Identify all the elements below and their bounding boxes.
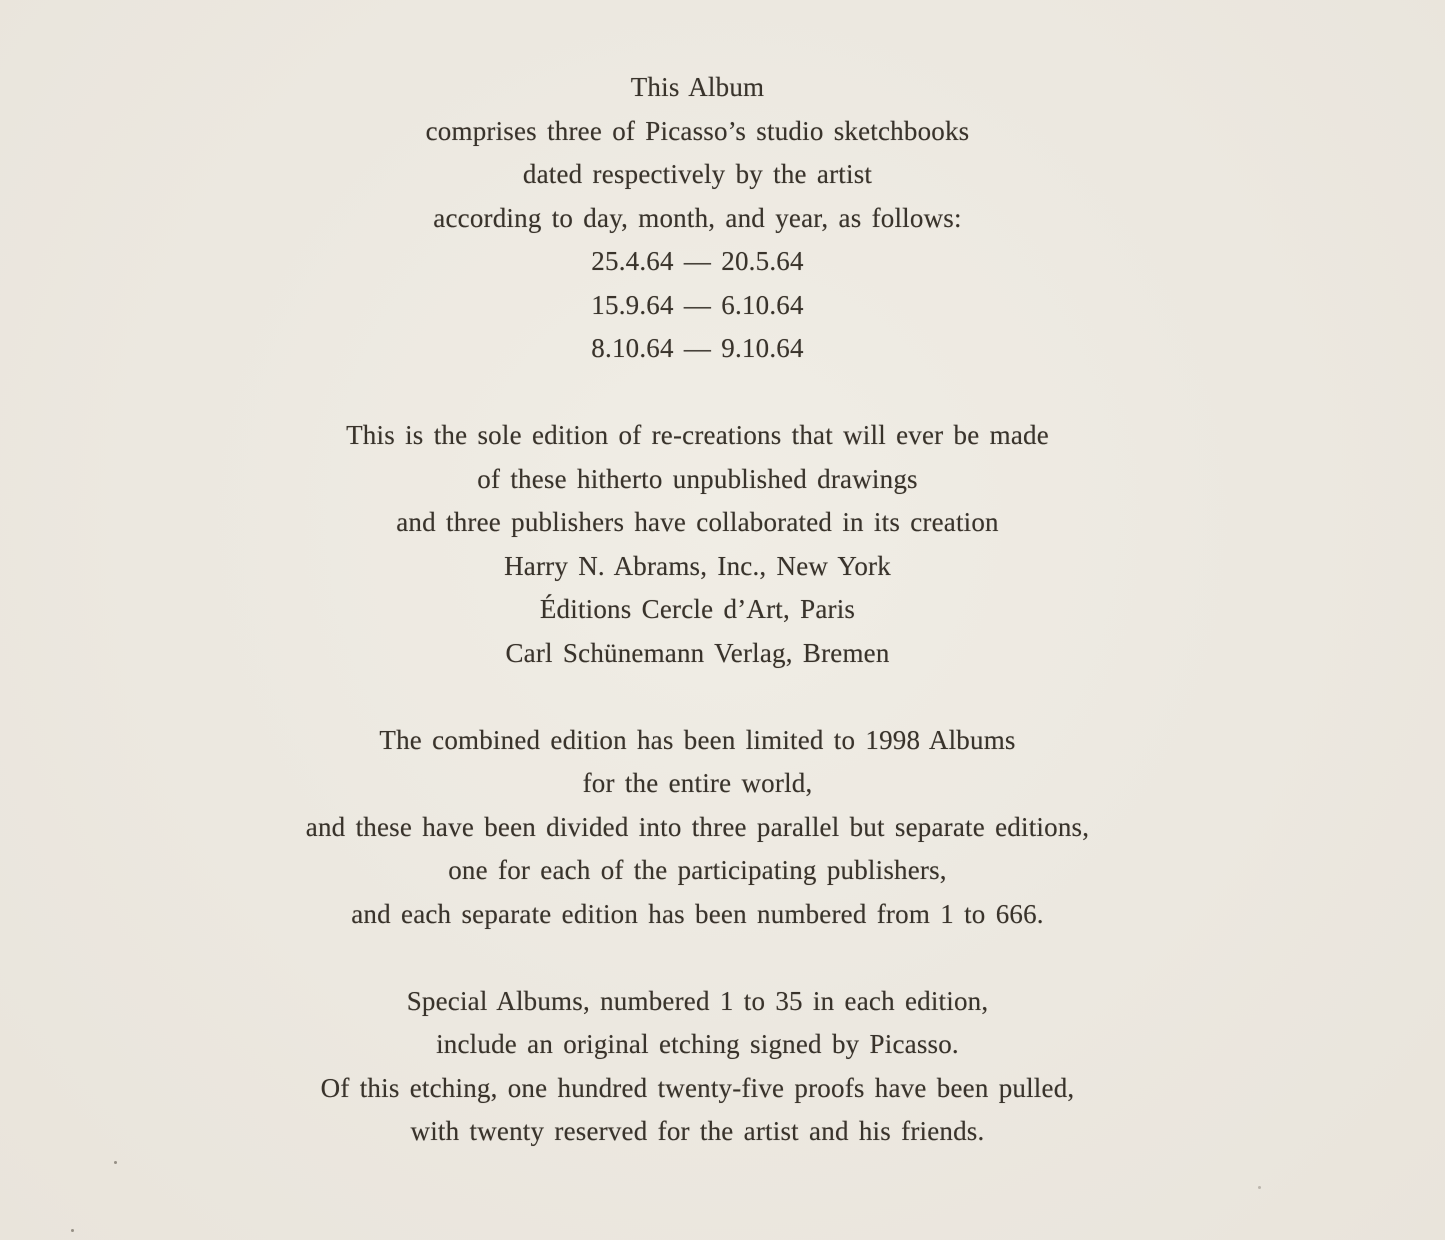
colophon-line: comprises three of Picasso’s studio sketchbooks	[425, 115, 970, 146]
colophon-line: for the entire world,	[582, 768, 813, 798]
colophon-line: and three publishers have collaborated in its creation	[396, 507, 999, 537]
colophon-line: The combined edition has been limited to 1998 Albums	[379, 724, 1016, 755]
sketchbook-date-range: 15.9.64 — 6.10.64	[591, 289, 804, 320]
sketchbook-date-range: 8.10.64 — 9.10.64	[591, 333, 804, 363]
colophon-line: Special Albums, numbered 1 to 35 in each edition,	[406, 985, 989, 1016]
colophon-line: Of this etching, one hundred twenty-five proofs have been pulled,	[320, 1072, 1075, 1103]
colophon-line: according to day, month, and year, as follows:	[433, 202, 962, 233]
publisher-name: Harry N. Abrams, Inc., New York	[504, 550, 891, 581]
colophon-line: of these hitherto unpublished drawings	[477, 463, 918, 494]
colophon-line: dated respectively by the artist	[522, 159, 873, 189]
section-publishers	[0, 414, 1395, 675]
sketchbook-date-range: 25.4.64 — 20.5.64	[591, 246, 804, 276]
dust-speck	[71, 1229, 74, 1232]
publisher-name: Éditions Cercle d’Art, Paris	[539, 594, 856, 624]
colophon-line: include an original etching signed by Picasso.	[436, 1029, 959, 1059]
section-edition-limit	[0, 719, 1395, 937]
colophon-line: This is the sole edition of re-creations that will ever be made	[346, 420, 1049, 450]
colophon-line: one for each of the participating publishers,	[448, 855, 947, 885]
dust-speck	[1258, 1186, 1261, 1189]
page-title: This Album	[630, 72, 765, 102]
colophon-line: and each separate edition has been numbered from 1 to 666.	[351, 898, 1044, 929]
colophon-line: with twenty reserved for the artist and his friends.	[410, 1116, 985, 1146]
dust-speck	[114, 1161, 117, 1164]
section-special-albums	[0, 980, 1395, 1154]
section-album-description	[0, 66, 1395, 371]
publisher-name: Carl Schünemann Verlag, Bremen	[505, 637, 890, 668]
colophon-line: and these have been divided into three parallel but separate editions,	[305, 811, 1090, 842]
colophon-page	[0, 66, 1445, 1197]
